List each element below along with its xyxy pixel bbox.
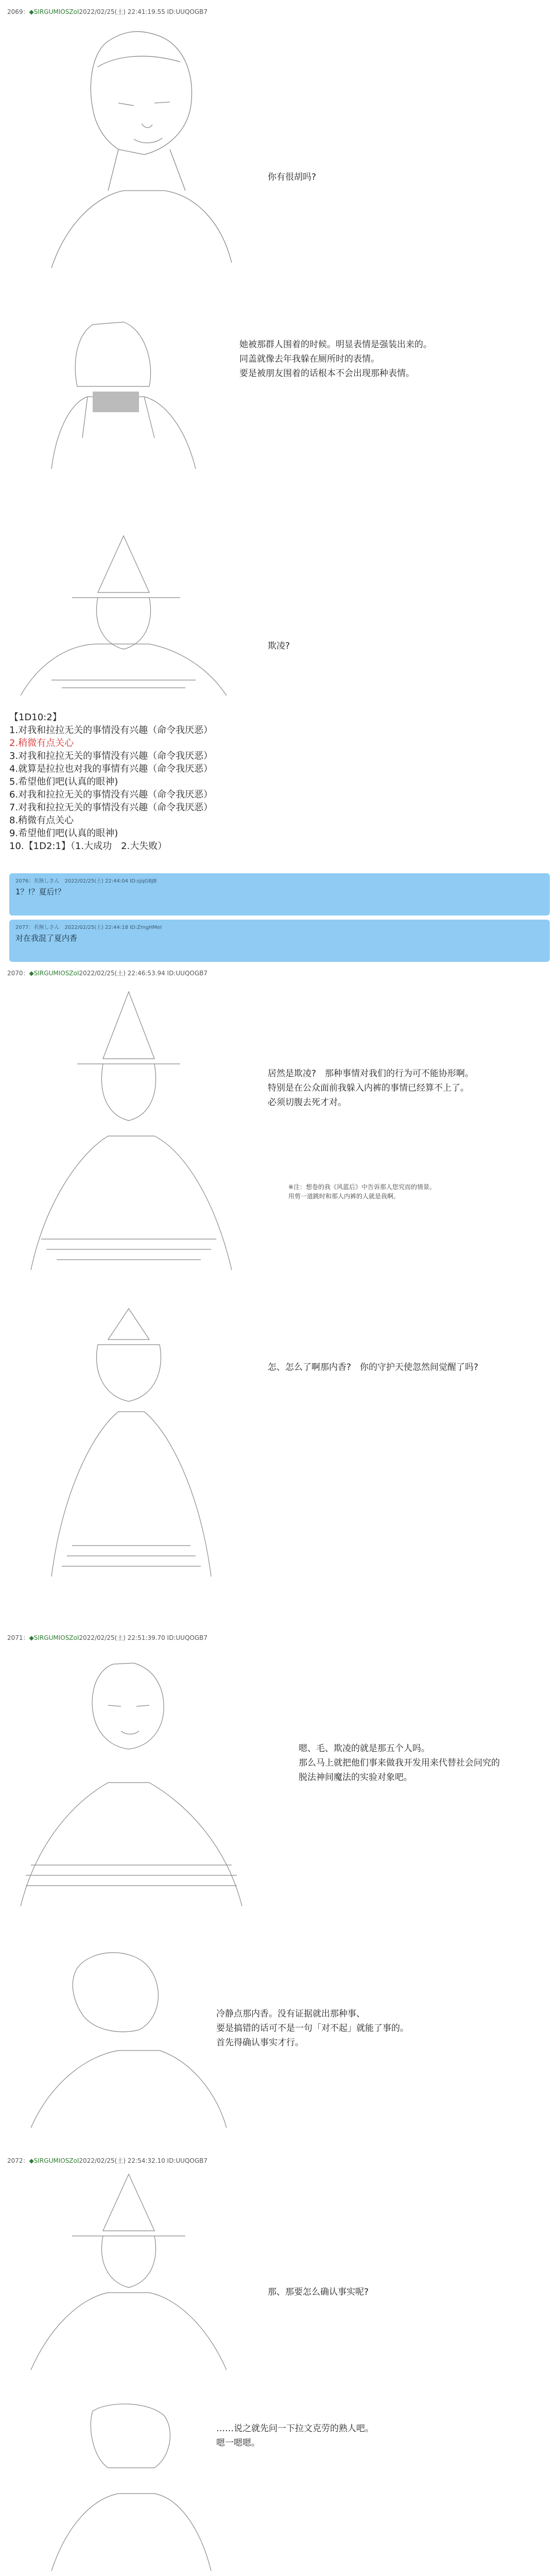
ascii-art-witch-3 — [10, 2169, 247, 2375]
dialog-8: 那、那要怎么确认事实呢? — [268, 2287, 369, 2297]
vote-option: 7.对我和拉拉无关的事情没有兴趣（命令我厌恶） — [9, 802, 213, 813]
post-header: 2070：◆SIRGUMIOSZoI2022/02/25(土) 22:46:53.94 ID:UUQOGB7 — [7, 970, 208, 977]
vote-option: 4.就算是拉拉也对我的事情有兴趣（命令我厌恶） — [9, 764, 213, 774]
ascii-art-character — [31, 21, 237, 289]
vote-option: 6.对我和拉拉无关的事情没有兴趣（命令我厌恶） — [9, 789, 213, 800]
dialog-9: ……说之就先问一下拉文克劳的熟人吧。 嗯一嗯嗯。 — [216, 2424, 374, 2448]
vote-option: 9.希望他们吧(认真的眼神) — [9, 828, 118, 839]
dialog-5: 怎、怎么了啊那内香? 你的守护天使忽然间觉醒了吗? — [268, 1362, 479, 1372]
post-header: 2071：◆SIRGUMIOSZoI2022/02/25(土) 22:51:39.70 ID:UUQOGB7 — [7, 1634, 208, 1641]
reply-text: 1？!？夏后!？ — [15, 887, 65, 896]
post-header: 2069：◆SIRGUMIOSZoI2022/02/25(土) 22:41:19.55 ID:UUQOGB7 — [7, 8, 208, 15]
ascii-art-pope — [21, 1298, 237, 1587]
vote-option: 1.对我和拉拉无关的事情没有兴趣（命令我厌恶） — [9, 725, 213, 736]
vote-option: 3.对我和拉拉无关的事情没有兴趣（命令我厌恶） — [9, 751, 213, 761]
dialog-1: 你有很胡吗? — [268, 172, 317, 182]
dialog-3: 欺凌? — [268, 641, 290, 651]
ascii-art-witch-2 — [10, 981, 237, 1280]
dialog-4: 居然是欺凌? 那种事情对我们的行为可不能协形啊。 特别是在公众面前我躲入内裤的事情已经算不上了。 必须切腹去死才对。 — [268, 1069, 474, 1108]
vote-option: 5.希望他们吧(认真的眼神) — [9, 776, 118, 787]
dialog-2: 她被那群人围着的时候。明显表情是强装出来的。 同盖就像去年我躲在厕所时的表情。 要是被朋友围着的话根本不会出现那种表情。 — [239, 340, 432, 379]
ascii-art-witch-1 — [10, 531, 232, 701]
reply-text: 对在我混了夏内香 — [15, 934, 78, 943]
ascii-art-girl-back — [21, 314, 232, 474]
vote-option: 10.【1D2:1】（1.大成功 2.大失败） — [9, 841, 167, 852]
footnote: ※注：想卷的我《风蓝后》中告诉那人您究而的情景。 用剪一道跳时和那人内裤的人就是我啊。 — [288, 1183, 436, 1200]
reply-header: 2077：名無しさん 2022/02/25(土) 22:44:18 ID:ZmgHMeI — [15, 925, 162, 930]
reply-header: 2076：名無しさん 2022/02/25(土) 22:44:04 ID:sjqG8JB — [15, 878, 157, 884]
ascii-art-boy — [10, 1649, 247, 1917]
vote-option-selected: 2.稍微有点关心 — [9, 738, 74, 749]
vote-list — [9, 711, 213, 853]
dialog-6: 嗯、毛、欺凌的就是那五个人吗。 那么马上就把他们事来做我开发用来代替社会问究的 脱法神间魔法的实验对象吧。 — [299, 1743, 500, 1783]
dialog-7: 冷静点那内香。没有证据就出那种事、 要是搞错的话可不是一句「对不起」就能了事的。 首先得确认事实才行。 — [216, 2009, 409, 2048]
vote-title: 【1D10:2】 — [9, 712, 62, 723]
ascii-art-profile — [15, 1937, 232, 2133]
vote-option: 8.稍微有点关心 — [9, 815, 74, 826]
post-header: 2072：◆SIRGUMIOSZoI2022/02/25(土) 22:54:32.10 ID:UUQOGB7 — [7, 2157, 208, 2164]
ascii-art-sleeping — [41, 2391, 216, 2576]
reply-box — [9, 873, 550, 916]
reply-box — [9, 920, 550, 962]
